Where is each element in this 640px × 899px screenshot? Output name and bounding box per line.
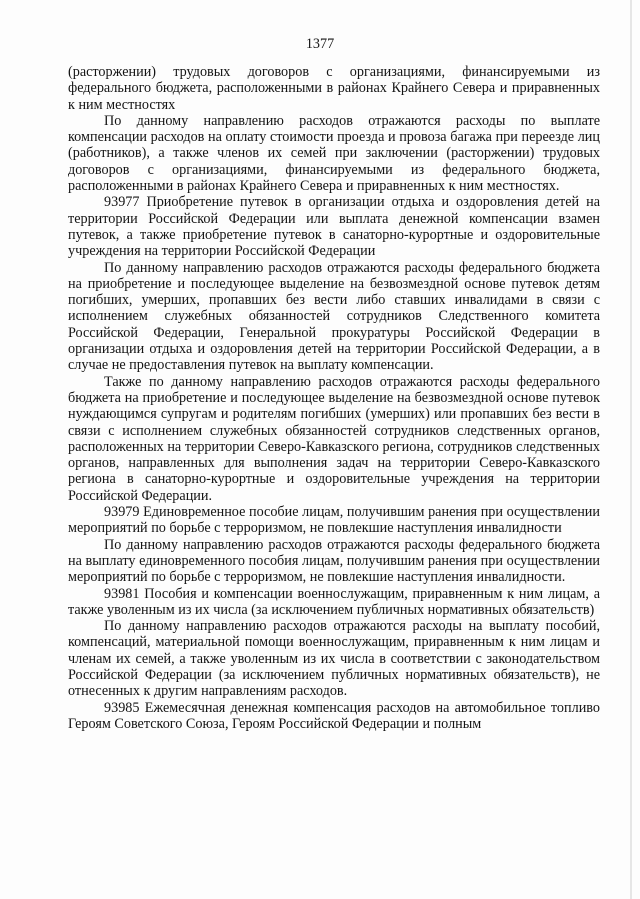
paragraph-heading-93985: 93985 Ежемесячная денежная компенсация расходов на автомобильное топливо Героям Советского Союза, Героям Российской Федерации и полным <box>68 699 600 732</box>
paragraph: Также по данному направлению расходов отражаются расходы федерального бюджета на приобретение и последующее выделение на безвозмездной основе путевок нуждающимся супругам и родителям погибших (умерших) или пропавших без вести в связи с исполнением служебных обязанностей сотрудников следственных органов, расположенных на территории Северо-Кавказского региона, сотрудников следственных органов, направленных для выполнения задач на территории Северо-Кавказского региона в санаторно-курортные и оздоровительные учреждения на территории Российской Федерации. <box>68 373 600 504</box>
paragraph: По данному направлению расходов отражаются расходы федерального бюджета на приобретение и последующее выделение на безвозмездной основе путевок детям погибших, умерших, пропавших без вести либо ставших инвалидами в связи с исполнением служебных обязанностей сотрудников Следственного комитета Российской Федерации, Генеральной прокуратуры Российской Федерации в организации отдыха и оздоровления детей на территории Российской Федерации, а в случае не предоставления путевок на выплату компенсации. <box>68 259 600 374</box>
paragraph-heading-93977: 93977 Приобретение путевок в организации отдыха и оздоровления детей на территории Российской Федерации или выплата денежной компенсации взамен путевок, а также приобретение путевок в санаторно-курортные и оздоровительные учреждения на территории Российской Федерации <box>68 194 600 260</box>
paragraph: По данному направлению расходов отражаются расходы федерального бюджета на выплату единовременного пособия лицам, получившим ранения при осуществлении мероприятий по борьбе с терроризмом, не повлекшие наступления инвалидности. <box>68 536 600 586</box>
paragraph: (расторжении) трудовых договоров с организациями, финансируемыми из федерального бюджета, расположенными в районах Крайнего Севера и приравненных к ним местностях <box>68 64 600 113</box>
scan-edge <box>630 0 632 899</box>
body-text <box>68 64 600 732</box>
paragraph: По данному направлению расходов отражаются расходы на выплату пособий, компенсаций, материальной помощи военнослужащим, приравненным к ним лицам и членам их семей, а также уволенным из их числа в соответствии с законодательством Российской Федерации (за исключением публичных нормативных обязательств), не отнесенных к другим направлениям расходов. <box>68 618 600 700</box>
page-number: 1377 <box>305 36 335 52</box>
paragraph-heading-93979: 93979 Единовременное пособие лицам, получившим ранения при осуществлении мероприятий по борьбе с терроризмом, не повлекшие наступления инвалидности <box>68 504 600 537</box>
paragraph: По данному направлению расходов отражаются расходы по выплате компенсации расходов на оплату стоимости проезда и провоза багажа при переезде лиц (работников), а также членов их семей при заключении (расторжении) трудовых договоров с организациями, финансируемыми из федерального бюджета, расположенными в районах Крайнего Севера и приравненных к ним местностях. <box>68 112 600 195</box>
paragraph-heading-93981: 93981 Пособия и компенсации военнослужащим, приравненным к ним лицам, а также уволенным из их числа (за исключением публичных нормативных обязательств) <box>68 585 600 618</box>
